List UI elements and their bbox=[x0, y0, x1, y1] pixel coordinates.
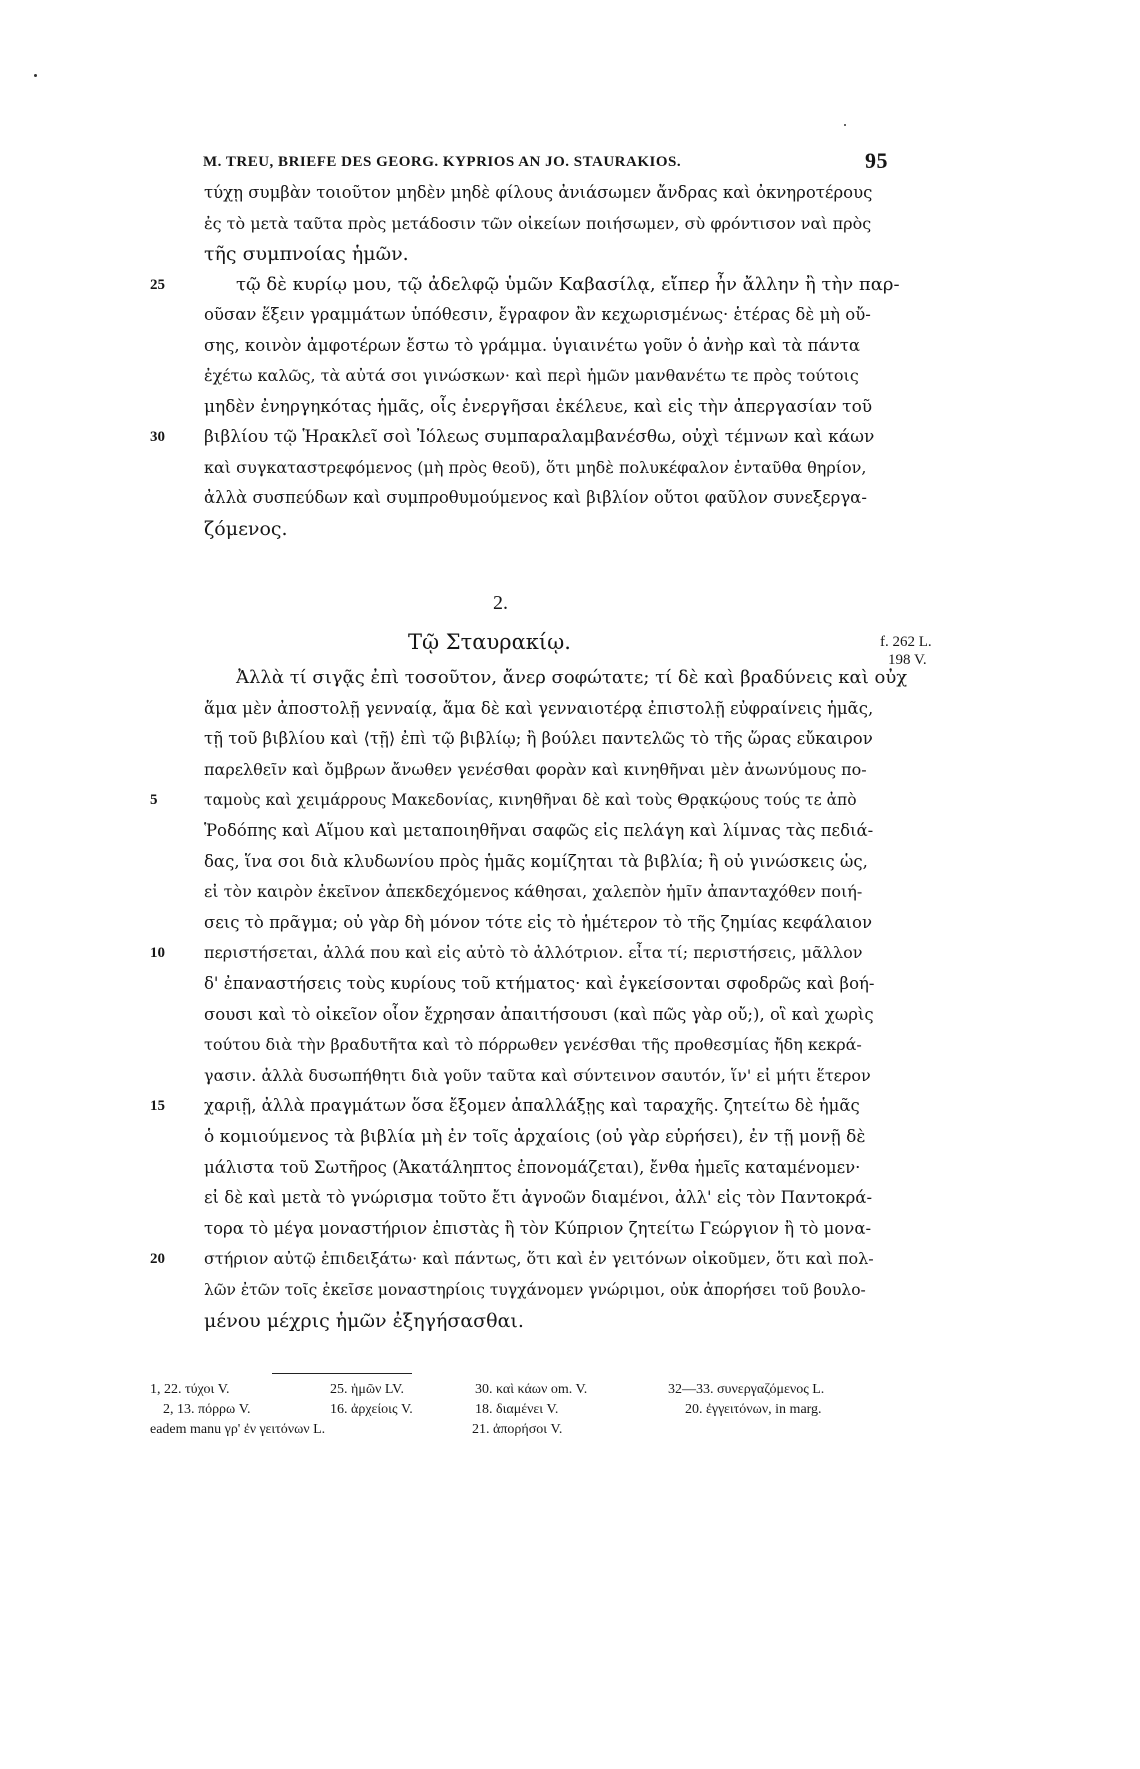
footnote: 25. ἡμῶν LV. bbox=[330, 1382, 404, 1397]
text-line: δ' ἐπαναστήσεις τοὺς κυρίους τοῦ κτήματος· καὶ ἐγκείσονται σφοδρῶς καὶ βοή- bbox=[204, 974, 875, 993]
text-line: τῇ τοῦ βιβλίου καὶ ⟨τῇ⟩ ἐπὶ τῷ βιβλίῳ; ἢ βούλει παντελῶς τὸ τῆς ὥρας εὔκαιρον bbox=[204, 729, 873, 749]
text-line: Ῥοδόπης καὶ Αἵμου καὶ μεταποιηθῆναι σαφῶς εἰς πελάγη καὶ λίμνας τὰς πεδιά- bbox=[204, 821, 874, 840]
footnote-rule bbox=[272, 1373, 412, 1374]
text-line: ταμοὺς καὶ χειμάρρους Μακεδονίας, κινηθῆναι δὲ καὶ τοὺς Θρᾳκῴους τούς τε ἀπὸ bbox=[204, 791, 857, 810]
scan-speck bbox=[844, 124, 846, 126]
text-line: στήριον αὐτῷ ἐπιδειξάτω· καὶ πάντως, ὅτι καὶ ἐν γειτόνων οἰκοῦμεν, ὅτι καὶ πολ- bbox=[204, 1249, 874, 1269]
text-line: μάλιστα τοῦ Σωτῆρος (Ἀκατάληπτος ἐπονομάζεται), ἔνθα ἡμεῖς καταμένομεν· bbox=[204, 1157, 861, 1177]
footnote: 2, 13. πόρρω V. bbox=[163, 1402, 251, 1417]
text-line: ὁ κομιούμενος τὰ βιβλία μὴ ἐν τοῖς ἀρχαίοις (οὐ γὰρ εὑρήσει), ἐν τῇ μονῇ δὲ bbox=[204, 1127, 866, 1147]
text-line: χαριῇ, ἀλλὰ πραγμάτων ὅσα ἔξομεν ἀπαλλάξῃς καὶ ταραχῆς. ζητείτω δὲ ἡμᾶς bbox=[204, 1096, 860, 1116]
line-number: 15 bbox=[150, 1098, 165, 1115]
page-number: 95 bbox=[865, 148, 888, 173]
footnote: 32—33. συνεργαζόμενος L. bbox=[668, 1382, 825, 1397]
footnote: 1, 22. τύχοι V. bbox=[150, 1382, 230, 1397]
text-line: βιβλίου τῷ Ἡρακλεῖ σοὶ Ἰόλεως συμπαραλαμβανέσθω, οὐχὶ τέμνων καὶ κάων bbox=[204, 427, 875, 447]
text-line: ζόμενος. bbox=[204, 517, 288, 540]
line-number: 25 bbox=[150, 276, 165, 293]
line-number: 20 bbox=[150, 1251, 165, 1268]
line-number: 10 bbox=[150, 945, 165, 962]
text-line: μηδὲν ἐνηργηκότας ἡμᾶς, οἷς ἐνεργῆσαι ἐκέλευε, καὶ εἰς τὴν ἀπεργασίαν τοῦ bbox=[204, 396, 873, 417]
folio-line-2: 198 V. bbox=[888, 652, 927, 668]
footnote: 30. καὶ κάων om. V. bbox=[475, 1382, 588, 1397]
text-line: μένου μέχρις ἡμῶν ἐξηγήσασθαι. bbox=[204, 1309, 524, 1332]
text-line: εἰ δὲ καὶ μετὰ τὸ γνώρισμα τοῦτο ἔτι ἀγνοῶν διαμένοι, ἀλλ' εἰς τὸν Παντοκρά- bbox=[204, 1188, 873, 1208]
running-head: M. TREU, BRIEFE DES GEORG. KYPRIOS AN JO. STAURAKIOS. bbox=[203, 154, 682, 170]
footnote: 16. ἀρχείοις V. bbox=[330, 1402, 413, 1417]
letter-addressee: Τῷ Σταυρακίῳ. bbox=[408, 630, 571, 654]
text-line: ἐχέτω καλῶς, τὰ αὐτά σοι γινώσκων· καὶ περὶ ἡμῶν μανθανέτω τε πρὸς τούτοις bbox=[204, 366, 859, 385]
text-line: ἅμα μὲν ἀποστολῇ γενναίᾳ, ἅμα δὲ καὶ γενναιοτέρᾳ ἐπιστολῇ εὐφραίνεις ἡμᾶς, bbox=[204, 698, 874, 718]
text-line: ἀλλὰ συσπεύδων καὶ συμπροθυμούμενος καὶ βιβλίον οὔτοι φαῦλον συνεξεργα- bbox=[204, 488, 867, 507]
line-number: 5 bbox=[150, 792, 158, 809]
text-line: καὶ συγκαταστρεφόμενος (μὴ πρὸς θεοῦ), ὅτι μηδὲ πολυκέφαλον ἐνταῦθα θηρίον, bbox=[204, 457, 867, 477]
text-line: σης, κοινὸν ἀμφοτέρων ἔστω τὸ γράμμα. ὑγιαινέτω γοῦν ὁ ἀνὴρ καὶ τὰ πάντα bbox=[204, 335, 860, 355]
line-number: 30 bbox=[150, 429, 165, 445]
letter-number: 2. bbox=[493, 592, 508, 614]
text-line: τύχῃ συμβὰν τοιοῦτον μηδὲν μηδὲ φίλους ἀνιάσωμεν ἄνδρας καὶ ὀκνηροτέρους bbox=[204, 183, 873, 202]
text-line: οῦσαν ἕξειν γραμμάτων ὑπόθεσιν, ἔγραφον ἂν κεχωρισμένως· ἑτέρας δὲ μὴ οὔ- bbox=[204, 305, 871, 324]
text-line: περιστήσεται, ἀλλά που καὶ εἰς αὐτὸ τὸ ἀλλότριον. εἶτα τί; περιστήσεις, μᾶλλον bbox=[204, 943, 863, 963]
footnote: 21. ἀπορήσοι V. bbox=[472, 1422, 563, 1437]
text-line: σουσι καὶ τὸ οἰκεῖον οἷον ἔχρησαν ἀπαιτήσουσι (καὶ πῶς γὰρ οὔ;), οἳ καὶ χωρὶς bbox=[204, 1004, 874, 1024]
text-line: δας, ἵνα σοι διὰ κλυδωνίου πρὸς ἡμᾶς κομίζηται τὰ βιβλία; ἢ οὐ γινώσκεις ὡς, bbox=[204, 851, 868, 871]
text-line: εἰ τὸν καιρὸν ἐκεῖνον ἀπεκδεχόμενος κάθησαι, χαλεπὸν ἡμῖν ἀπανταχόθεν ποιή- bbox=[204, 882, 863, 902]
text-line: λῶν ἐτῶν τοῖς ἐκεῖσε μοναστηρίοις τυγχάνομεν γνώριμοι, οὐκ ἀπορήσει τοῦ βουλο- bbox=[204, 1281, 866, 1299]
footnote: eadem manu γρ' ἐν γειτόνων L. bbox=[150, 1422, 326, 1437]
text-line: τῷ δὲ κυρίῳ μου, τῷ ἀδελφῷ ὑμῶν Καβασίλᾳ, εἴπερ ἦν ἄλλην ἢ τὴν παρ- bbox=[236, 273, 900, 295]
text-line: τούτου διὰ τὴν βραδυτῆτα καὶ τὸ πόρρωθεν γενέσθαι τῆς προθεσμίας ἤδη κεκρά- bbox=[204, 1035, 862, 1055]
text-line: ἐς τὸ μετὰ ταῦτα πρὸς μετάδοσιν τῶν οἰκείων ποιήσωμεν, σὺ φρόντισον ναὶ πρὸς bbox=[204, 213, 872, 233]
text-line: γασιν. ἀλλὰ δυσωπήθητι διὰ γοῦν ταῦτα καὶ σύντεινον σαυτόν, ἵν' εἰ μήτι ἕτερον bbox=[204, 1065, 871, 1085]
text-line: τῆς συμπνοίας ἡμῶν. bbox=[204, 243, 409, 265]
text-line: σεις τὸ πρᾶγμα; οὐ γὰρ δὴ μόνον τότε εἰς τὸ ἡμέτερον τὸ τῆς ζημίας κεφάλαιον bbox=[204, 912, 872, 932]
text-line: τορα τὸ μέγα μοναστήριον ἐπιστὰς ἢ τὸν Κύπριον ζητείτω Γεώργιον ἢ τὸ μονα- bbox=[204, 1218, 872, 1238]
text-line: παρελθεῖν καὶ ὄμβρων ἄνωθεν γενέσθαι φορὰν καὶ κινηθῆναι μὲν ἀνωνύμους πο- bbox=[204, 759, 867, 779]
folio-line-1: f. 262 L. bbox=[880, 634, 932, 650]
scan-speck bbox=[34, 74, 37, 77]
text-line: Ἀλλὰ τί σιγᾷς ἐπὶ τοσοῦτον, ἄνερ σοφώτατε; τί δὲ καὶ βραδύνεις καὶ οὐχ bbox=[236, 667, 908, 688]
footnote: 20. ἐγγειτόνων, in marg. bbox=[685, 1402, 822, 1417]
footnote: 18. διαμένει V. bbox=[475, 1402, 559, 1417]
